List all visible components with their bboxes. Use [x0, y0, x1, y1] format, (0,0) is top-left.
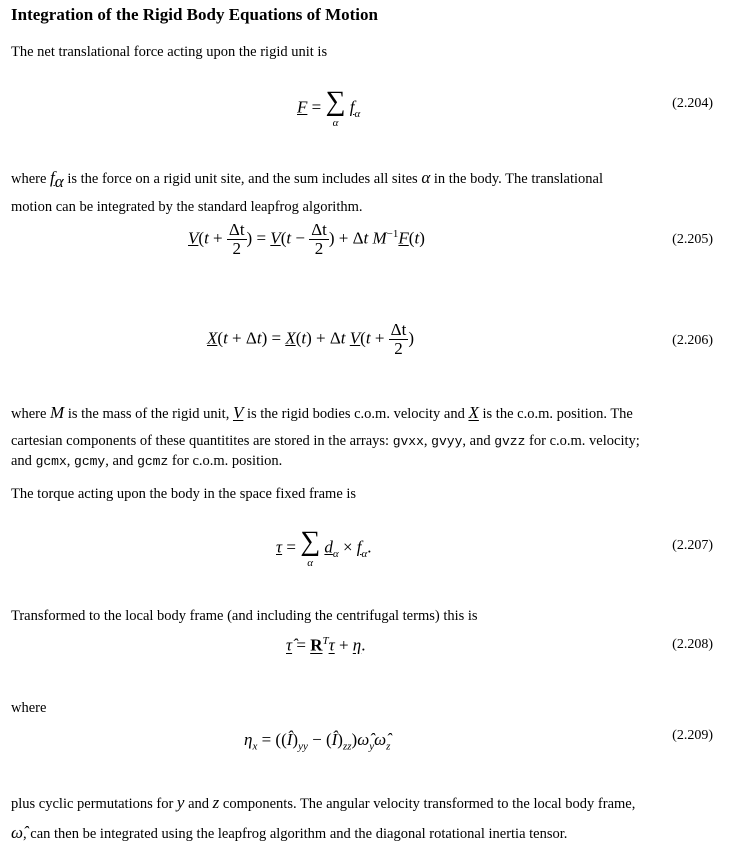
paragraph-torque: The torque acting upon the body in the space fixed frame is: [11, 486, 357, 502]
equation-number-2-205: (2.205): [672, 232, 713, 247]
equation-number-2-208: (2.208): [672, 637, 713, 652]
equation-number-2-209: (2.209): [672, 728, 713, 743]
paragraph-force-description: where $f_\alpha$ is the force on a rigid unit site, and the sum includes all sites α in the body. The translational: [11, 168, 604, 191]
page-title: Integration of the Rigid Body Equations of Motion: [11, 5, 378, 24]
paragraph-arrays-line-2: and gcmx, gcmy, and gcmz for c.o.m. position.: [11, 453, 283, 469]
equation-2-207: τ = ∑ α $d_\alpha \times f_\alpha$.: [276, 526, 372, 569]
paragraph-mass-velocity: where M is the mass of the rigid unit, V is the rigid bodies c.o.m. velocity and X is the c.o.m. position. The: [11, 403, 633, 422]
equation-2-204: F = ∑ α $f_\alpha$: [297, 86, 361, 129]
equation-2-205: V(t + $\frac{\Delta t}{2}$ ) = V(t − $\frac{\Delta t}{2}$ ) + Δt $M^{-1}F(t)$: [188, 220, 425, 258]
intro-text: The net translational force acting upon the rigid unit is: [11, 44, 328, 60]
equation-number-2-207: (2.207): [672, 538, 713, 553]
equation-number-2-206: (2.206): [672, 333, 713, 348]
equation-2-209: $\eta_x$ = ($(Î)_{yy}$ − $(Î)_{zz})\omegâ_y\omegâ_z$: [244, 730, 391, 753]
equation-2-206: X(t + Δt) = X(t) + Δt V(t + $\frac{\Delta t}{2}$ ): [207, 320, 414, 358]
paragraph-local-frame: Transformed to the local body frame (and including the centrifugal terms) this is: [11, 608, 478, 624]
paragraph-arrays-line: cartesian components of these quantitites are stored in the arrays: gvxx, gvyy, and gvzz for c.o.m. velocity;: [11, 433, 640, 449]
paragraph-where: where: [11, 700, 47, 716]
equation-2-208: τ̂ = $R^T\tau + \eta$.: [286, 635, 366, 655]
equation-number-2-204: (2.204): [672, 96, 713, 111]
paragraph-angular-velocity: ω̂, can then be integrated using the leapfrog algorithm and the diagonal rotational inertia tensor.: [11, 823, 568, 842]
paragraph-leapfrog-line: motion can be integrated by the standard leapfrog algorithm.: [11, 199, 363, 215]
paragraph-cyclic-permutations: plus cyclic permutations for y and z components. The angular velocity transformed to the local body frame,: [11, 793, 636, 812]
